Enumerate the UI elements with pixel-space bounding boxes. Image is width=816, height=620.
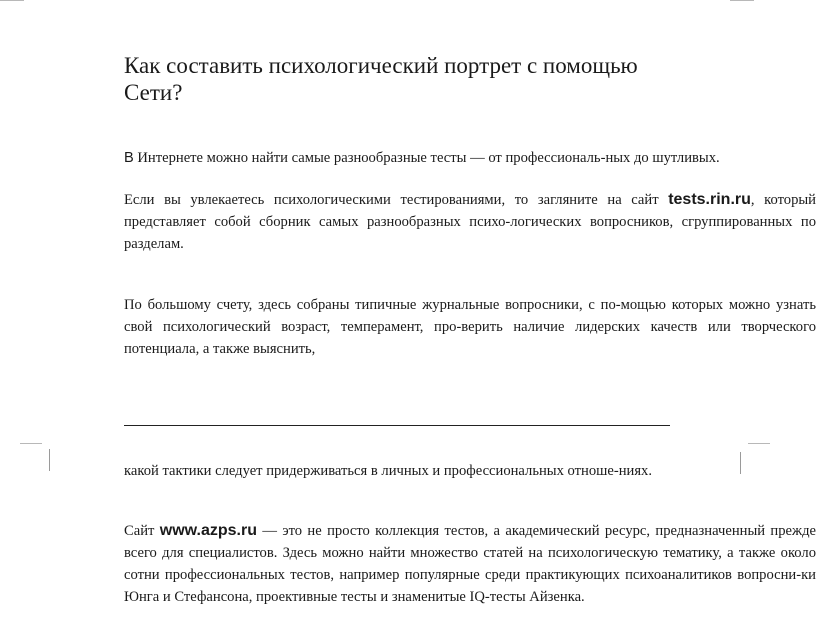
paragraph-azps-site-before: Сайт: [124, 523, 160, 539]
paragraph-tactics: [124, 460, 816, 482]
paragraph-tests-site-before: Если вы увлекаетесь психологическими тестированиями, то загляните на сайт: [124, 192, 669, 208]
page-title-line-2: Сети?: [124, 80, 183, 105]
paragraph-azps-site-after: — это не просто коллекция тестов, а академический ресурс, предназначенный прежде всего для специалистов. Здесь можно найти множество статей на психологическую тематику, а также около сотни профессиональных тестов, например популярные среди практикующих психоаналитиков вопросни-ки Юнга и Стефансона, проективные тесты и знаменитые IQ-тесты Айзенка.: [124, 523, 816, 605]
page-title-line-1: Как составить психологический портрет с помощью: [124, 53, 638, 78]
paragraph-intro: [124, 147, 816, 169]
page-corner-mark-top-right: [730, 0, 754, 1]
paragraph-intro-text: Интернете можно найти самые разнообразные тесты — от профессиональ-ных до шутливых.: [133, 150, 720, 166]
paragraph-azps-site: [124, 520, 816, 608]
tests-site-link[interactable]: tests.rin.ru: [668, 191, 751, 208]
paragraph-questionnaires-text: По большому счету, здесь собраны типичные журнальные вопросники, с по-мощью которых можно узнать свой психологический возраст, темперамент, про-верить наличие лидерских качеств или творческого потенциала, а также выяснить,: [124, 297, 816, 357]
paragraph-intro-initial: В: [124, 150, 134, 166]
paragraph-tests-site-after: , который представляет собой сборник самых разнообразных психо-логических вопросников, сгруппированных по разделам.: [124, 192, 816, 252]
page-boundary-mark-left-vertical: [49, 449, 50, 471]
paragraph-tactics-text: какой тактики следует придерживаться в личных и профессиональных отноше-ниях.: [124, 463, 652, 479]
page-boundary-mark-left-horizontal: [20, 443, 42, 444]
paragraph-tests-site: [124, 189, 816, 255]
page-corner-mark-top-left: [0, 0, 24, 1]
page-boundary-mark-right-horizontal: [748, 443, 770, 444]
paragraph-questionnaires: [124, 294, 816, 360]
horizontal-divider: [124, 425, 670, 426]
azps-site-link[interactable]: www.azps.ru: [159, 522, 257, 539]
page-title: [124, 52, 724, 106]
